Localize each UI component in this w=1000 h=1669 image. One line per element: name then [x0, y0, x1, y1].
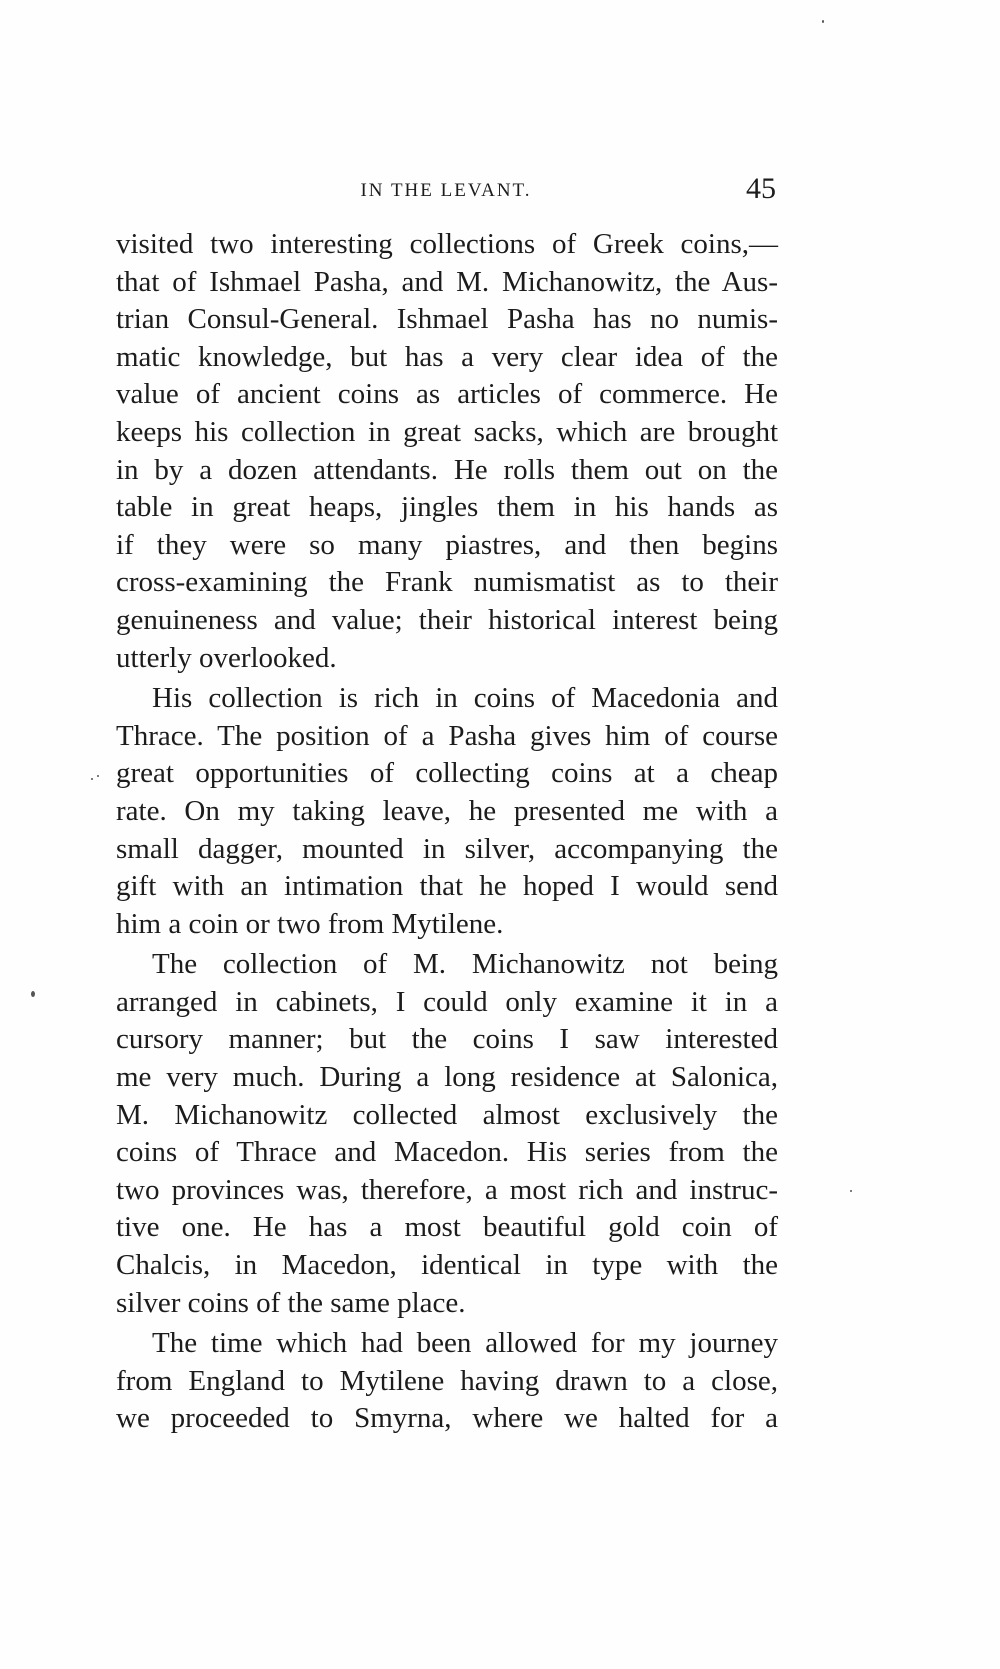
text-line: me very much. During a long residence at Salonica, [116, 1061, 778, 1094]
text-line: great opportunities of collecting coins at a cheap [116, 757, 778, 790]
text-line: table in great heaps, jingles them in his hands as [116, 491, 778, 524]
paragraph-4 [116, 1325, 778, 1438]
text-line: we proceeded to Smyrna, where we halted for a [116, 1402, 778, 1435]
body-text [116, 226, 778, 1438]
text-line: The collection of M. Michanowitz not being [152, 948, 778, 981]
running-head [116, 172, 776, 212]
text-line: cross-examining the Frank numismatist as to their [116, 566, 778, 599]
ink-speck [850, 1190, 852, 1192]
text-line: trian Consul-General. Ishmael Pasha has no numis- [116, 303, 778, 336]
text-line: The time which had been allowed for my journey [152, 1327, 778, 1360]
ink-speck [31, 991, 35, 997]
text-line: small dagger, mounted in silver, accompanying the [116, 832, 778, 865]
text-line: visited two interesting collections of Greek coins,— [116, 228, 778, 260]
paragraph-2 [116, 680, 778, 943]
text-line: keeps his collection in great sacks, which are brought [116, 415, 778, 448]
page-number: 45 [746, 172, 776, 205]
text-line: Thrace. The position of a Pasha gives him of course [116, 719, 778, 752]
text-line: arranged in cabinets, I could only examine it in a [116, 985, 778, 1018]
text-line: rate. On my taking leave, he presented me with a [116, 794, 778, 827]
text-line: silver coins of the same place. [116, 1286, 466, 1319]
ink-speck [91, 778, 93, 780]
text-line: utterly overlooked. [116, 641, 337, 674]
text-line: if they were so many piastres, and then begins [116, 528, 778, 561]
text-line: genuineness and value; their historical interest being [116, 603, 778, 636]
text-line: His collection is rich in coins of Macedonia and [152, 682, 778, 715]
text-line: matic knowledge, but has a very clear idea of the [116, 340, 778, 373]
text-line: in by a dozen attendants. He rolls them out on the [116, 453, 778, 486]
ink-speck [822, 20, 824, 23]
text-line: from England to Mytilene having drawn to a close, [116, 1364, 778, 1397]
text-line: value of ancient coins as articles of commerce. He [116, 378, 778, 411]
paragraph-3 [116, 946, 778, 1322]
text-line: coins of Thrace and Macedon. His series from the [116, 1136, 778, 1169]
ink-speck [97, 775, 99, 777]
text-line: M. Michanowitz collected almost exclusively the [116, 1098, 778, 1131]
text-line: him a coin or two from Mytilene. [116, 907, 504, 940]
paragraph-1 [116, 226, 778, 677]
running-title: IN THE LEVANT. [360, 180, 532, 201]
text-line: that of Ishmael Pasha, and M. Michanowitz, the Aus- [116, 265, 778, 298]
text-line: Chalcis, in Macedon, identical in type with the [116, 1249, 778, 1282]
text-line: two provinces was, therefore, a most rich and instruc- [116, 1173, 778, 1206]
text-line: tive one. He has a most beautiful gold coin of [116, 1211, 778, 1244]
text-line: cursory manner; but the coins I saw interested [116, 1023, 778, 1056]
text-line: gift with an intimation that he hoped I would send [116, 870, 778, 903]
